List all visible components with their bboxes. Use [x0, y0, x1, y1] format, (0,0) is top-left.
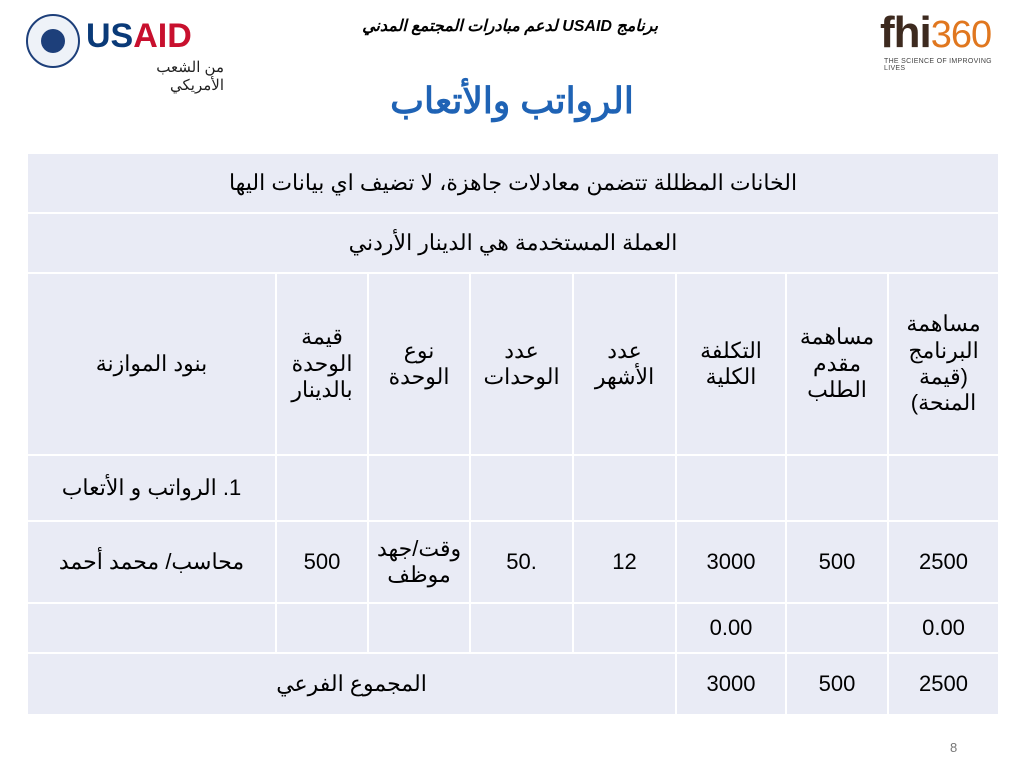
col-header-months: عدد الأشهر [573, 273, 676, 455]
usaid-logo [24, 12, 224, 94]
table-row-subtotal [27, 653, 999, 715]
cell-empty[interactable] [786, 603, 888, 653]
subtotal-applicant-contribution: 500 [786, 653, 888, 715]
cell-program-contribution[interactable]: 2500 [888, 521, 999, 603]
cell-empty[interactable] [573, 455, 676, 521]
col-header-unit-value: قيمة الوحدة بالدينار [276, 273, 368, 455]
cell-empty[interactable] [368, 455, 470, 521]
subtotal-label: المجموع الفرعي [27, 653, 676, 715]
cell-unit-value[interactable]: 500 [276, 521, 368, 603]
cell-empty[interactable] [888, 455, 999, 521]
cell-empty[interactable] [676, 455, 786, 521]
col-header-program-contribution: مساهمة البرنامج (قيمة المنحة) [888, 273, 999, 455]
col-header-units: عدد الوحدات [470, 273, 573, 455]
cell-cost-total: 0.00 [676, 603, 786, 653]
fhi360-wordmark: fhi360 [880, 8, 992, 57]
subtotal-program-contribution: 2500 [888, 653, 999, 715]
cell-empty[interactable] [27, 603, 276, 653]
cell-empty[interactable] [470, 455, 573, 521]
cell-budget-item[interactable]: محاسب/ محمد أحمد [27, 521, 276, 603]
cell-months[interactable]: 12 [573, 521, 676, 603]
col-header-total-cost: التكلفة الكلية [676, 273, 786, 455]
page-number: 8 [950, 740, 958, 755]
category-label-cell[interactable]: 1. الرواتب و الأتعاب [27, 455, 276, 521]
cell-unit-type[interactable]: وقت/جهد موظف [368, 521, 470, 603]
table-row-totals [27, 603, 999, 653]
cell-program-total: 0.00 [888, 603, 999, 653]
table-row-note [27, 153, 999, 213]
fhi360-tagline: THE SCIENCE OF IMPROVING LIVES [884, 58, 992, 72]
table-row [27, 521, 999, 603]
currency-cell: العملة المستخدمة هي الدينار الأردني [27, 213, 999, 273]
subtotal-total-cost: 3000 [676, 653, 786, 715]
table-row-currency [27, 213, 999, 273]
cell-empty[interactable] [276, 455, 368, 521]
col-header-budget-items: بنود الموازنة [27, 273, 276, 455]
budget-table [26, 152, 1000, 716]
cell-empty[interactable] [573, 603, 676, 653]
fhi360-logo [880, 8, 1010, 72]
cell-applicant-contribution[interactable]: 500 [786, 521, 888, 603]
cell-total-cost[interactable]: 3000 [676, 521, 786, 603]
table-row-category [27, 455, 999, 521]
usaid-tagline: من الشعب الأمريكي [156, 59, 224, 94]
col-header-applicant-contribution: مساهمة مقدم الطلب [786, 273, 888, 455]
cell-empty[interactable] [368, 603, 470, 653]
cell-empty[interactable] [470, 603, 573, 653]
note-cell: الخانات المظللة تتضمن معادلات جاهزة، لا تضيف اي بيانات اليها [27, 153, 999, 213]
cell-empty[interactable] [786, 455, 888, 521]
program-title: برنامج USAID لدعم مبادرات المجتمع المدني [362, 18, 658, 35]
table-header-row [27, 273, 999, 455]
col-header-unit-type: نوع الوحدة [368, 273, 470, 455]
cell-units[interactable]: .50 [470, 521, 573, 603]
usaid-seal-icon [26, 14, 80, 68]
usaid-wordmark: USAID [86, 17, 192, 55]
cell-empty[interactable] [276, 603, 368, 653]
page-title: الرواتب والأتعاب [390, 80, 634, 121]
